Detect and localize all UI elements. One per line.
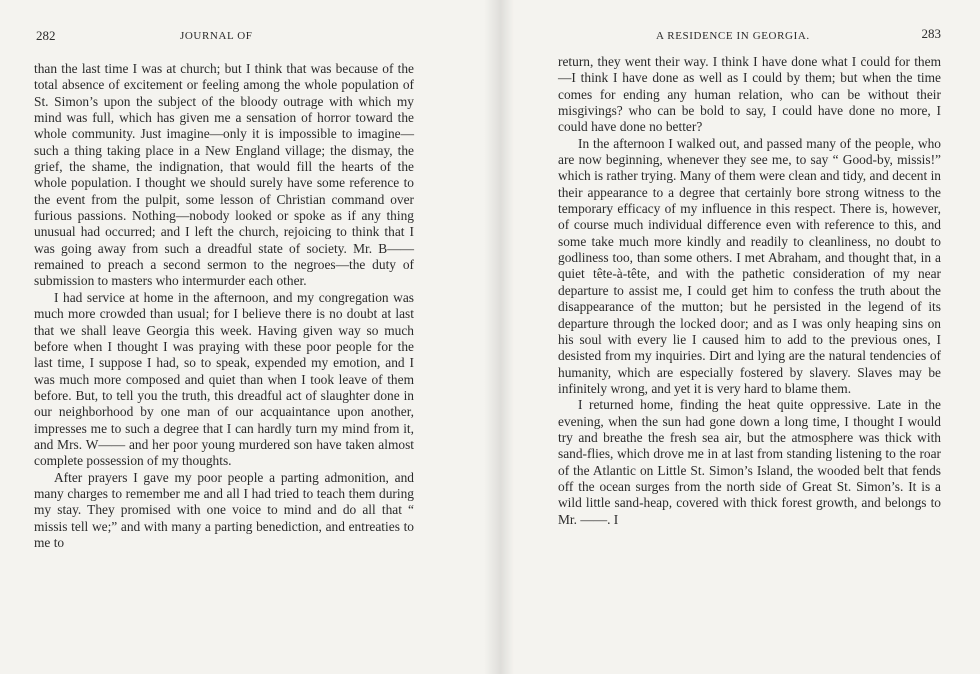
left-paragraph-1: than the last time I was at church; but I think that was because of the total absence of excitement or feeling among the whole population of St. Simon’s upon the subject of the bloody outrage with which my mind was full, which has given me a sensation of horror toward the whole community. Just imagine—only it is impossible to imagine—such a thing taking place in a New England village; the dismay, the grief, the shame, the indignation, that would fill the hearts of the whole population. I thought we should surely have some reference to the event from the pulpit, some lesson of Christian command over furious passions. Nothing—nobody looked or spoke as if any thing unusual had occurred; and I left the church, rejoicing to think that I was going away from such a dreadful state of society. Mr. B—— remained to preach a second sermon to the negroes—the duty of submission to masters who intermurder each other. [34, 61, 414, 289]
left-page-body [34, 61, 414, 551]
left-paragraph-3: After prayers I gave my poor people a parting admonition, and many charges to remember me and all I had tried to teach them during my stay. They promised with one voice to mind and do all that “ missis tell we;” and with many a parting benediction, and entreaties to me to [34, 469, 414, 550]
right-paragraph-2: In the afternoon I walked out, and passed many of the people, who are now beginning, whenever they see me, to say “ Good-by, missis!” which is rather trying. Many of them were clean and tidy, and decent in their appearance to a degree that certainly bore strong witness to the temporary efficacy of my influence in this respect. There is, however, of course much individual difference even with reference to this, and some take much more kindly and readily to cleanliness, no doubt to godliness too, than some others. I met Abraham, and thought that, in a quiet tête-à-tête, and with the pathetic consideration of my near departure to assist me, I could get him to confess the truth about the disappearance of the mutton; but he persisted in the legend of its departure through the locked door; and as I was only heaping sins on his soul with every lie I caused him to add to the previous ones, I desisted from my inquiries. Dirt and lying are the natural tendencies of humanity, which are especially fostered by slavery. Slaves may be infinitely wrong, and yet it is very hard to blame them. [558, 135, 941, 396]
left-paragraph-2: I had service at home in the afternoon, and my congregation was much more crowded than usual; for I believe there is no doubt at last that we shall leave Georgia this week. Having given way so much before when I thought I was praying with these poor people for the last time, I suppose I had, so to speak, expended my emotion, and I was much more composed and quiet than when I took leave of them before. But, to tell you the truth, this dreadful act of slaughter done in our neighborhood by one man of our acquaintance upon another, impresses me to such a degree that I can hardly turn my mind from it, and Mrs. W—— and her poor young murdered son have taken almost complete possession of my thoughts. [34, 289, 414, 469]
right-paragraph-1: return, they went their way. I think I have done what I could for them—I think I have done as well as I could by them; but when the time comes for ending any human relation, who can be without their misgivings? who can be bold to say, I could have done no more, I could have done no better? [558, 54, 941, 135]
right-page [558, 0, 941, 674]
right-running-head: A RESIDENCE IN GEORGIA. [656, 30, 810, 42]
left-running-head: JOURNAL OF [180, 30, 253, 42]
right-page-body [558, 54, 941, 528]
right-page-number: 283 [921, 26, 941, 41]
book-gutter [484, 0, 514, 674]
right-paragraph-3: I returned home, finding the heat quite oppressive. Late in the evening, when the sun had gone down a long time, I thought I would try and breathe the fresh sea air, but the atmosphere was thick with sand-flies, which drove me in at last from standing listening to the roar of the Atlantic on Little St. Simon’s Island, the wooded belt that fends off the ocean surges from the north side of Great St. Simon’s. It is a wild little sand-heap, covered with thick forest growth, and belongs to Mr. ——. I [558, 397, 941, 527]
right-page-header [558, 26, 941, 52]
left-page-number: 282 [36, 28, 56, 43]
left-page [34, 0, 414, 674]
left-page-header [34, 30, 414, 52]
